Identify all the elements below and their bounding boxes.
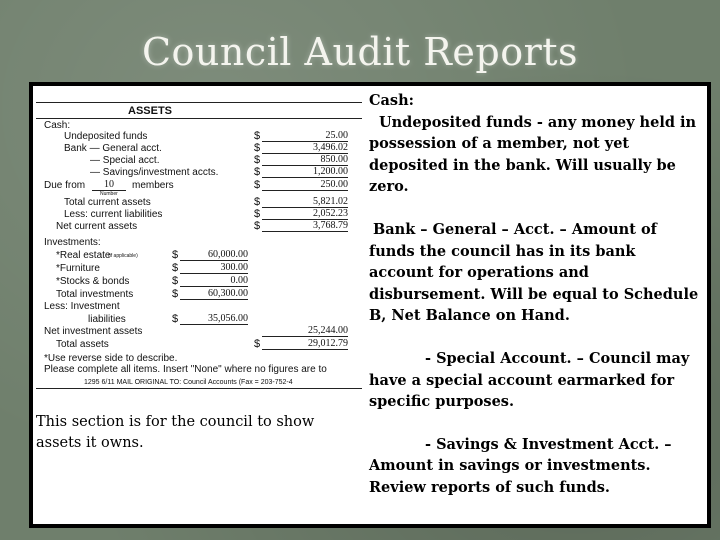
special-label: — Special acct. (90, 155, 160, 166)
bank-general-label: Bank — General acct. (64, 143, 162, 154)
cash-label: Cash: (44, 120, 71, 131)
real-estate-amount: 60,000.00 (180, 249, 248, 261)
less-current-label: Less: current liabilities (64, 209, 163, 220)
undeposited-amount: 25.00 (262, 130, 348, 142)
dollar-sign: $ (172, 288, 179, 300)
number-caption: Number (100, 191, 118, 197)
members-label: members (132, 180, 174, 191)
undeposited-label: Undeposited funds (64, 131, 148, 142)
dollar-sign: $ (254, 220, 261, 232)
dollar-sign: $ (254, 196, 261, 208)
real-estate-note: (if applicable) (108, 253, 138, 259)
due-from-amount: 250.00 (262, 179, 348, 191)
due-from-label: Due from (44, 180, 86, 191)
form-bottom-rule (36, 388, 362, 389)
total-assets-label: Total assets (56, 339, 109, 350)
savings-explanation: - Savings & Investment Acct. – Amount in savings or investments. Review reports of such funds. (369, 435, 672, 496)
bank-general-amount: 3,496.02 (262, 142, 348, 154)
dollar-sign: $ (254, 166, 261, 178)
net-investment-amount: 25,244.00 (262, 325, 348, 337)
savings-label: — Savings/investment accts. (90, 167, 219, 178)
net-current-label: Net current assets (56, 221, 138, 232)
undeposited-explanation: Undeposited funds - any money held in possession of a member, not yet deposited in the bank. Will usually be zero. (369, 113, 697, 196)
special-explanation: - Special Account. – Council may have a special account earmarked for specific purposes. (369, 349, 690, 411)
savings-amount: 1,200.00 (262, 166, 348, 178)
less-investment-label: Less: Investment (44, 301, 120, 312)
less-current-amount: 2,052.23 (262, 208, 348, 220)
less-investment-amount: 35,056.00 (180, 313, 248, 325)
total-assets-amount: 29,012.79 (262, 338, 348, 350)
liabilities-label: liabilities (88, 314, 126, 325)
assets-form (36, 96, 362, 392)
dollar-sign: $ (254, 338, 261, 350)
slide-title: Council Audit Reports (141, 30, 579, 74)
dollar-sign: $ (172, 262, 179, 274)
dollar-sign: $ (254, 142, 261, 154)
form-caption: This section is for the council to show assets it owns. (36, 414, 315, 451)
net-current-amount: 3,768.79 (262, 220, 348, 232)
cash-heading: Cash: (369, 92, 414, 109)
form-header-rule (36, 118, 362, 119)
total-current-label: Total current assets (64, 197, 151, 208)
total-investments-amount: 60,300.00 (180, 288, 248, 300)
net-investment-label: Net investment assets (44, 326, 143, 337)
stocks-amount: 0.00 (180, 275, 248, 287)
total-investments-label: Total investments (56, 289, 134, 300)
furniture-label: *Furniture (56, 263, 100, 274)
stocks-label: *Stocks & bonds (56, 276, 130, 287)
real-estate-label: *Real estate (56, 250, 111, 261)
investments-label: Investments: (44, 237, 101, 248)
form-top-rule (36, 102, 362, 103)
form-header: ASSETS (128, 105, 173, 117)
furniture-amount: 300.00 (180, 262, 248, 274)
form-footer: 1295 6/11 MAIL ORIGINAL TO: Council Accounts (Fax = 203-752-4 (84, 379, 293, 386)
form-note-2: Please complete all items. Insert "None" where no figures are to (44, 364, 327, 375)
dollar-sign: $ (254, 154, 261, 166)
dollar-sign: $ (254, 208, 261, 220)
dollar-sign: $ (254, 179, 261, 191)
form-note-1: *Use reverse side to describe. (44, 353, 178, 364)
total-current-amount: 5,821.02 (262, 196, 348, 208)
explanations (369, 90, 699, 499)
dollar-sign: $ (172, 313, 179, 325)
bank-general-explanation: Bank – General – Acct. – Amount of funds the council has in its bank account for operations and disbursement. Will be equal to Schedule B, Net Balance on Hand. (369, 220, 699, 325)
special-amount: 850.00 (262, 154, 348, 166)
dollar-sign: $ (172, 249, 179, 261)
dollar-sign: $ (254, 130, 261, 142)
due-from-count: 10 (92, 179, 126, 191)
dollar-sign: $ (172, 275, 179, 287)
